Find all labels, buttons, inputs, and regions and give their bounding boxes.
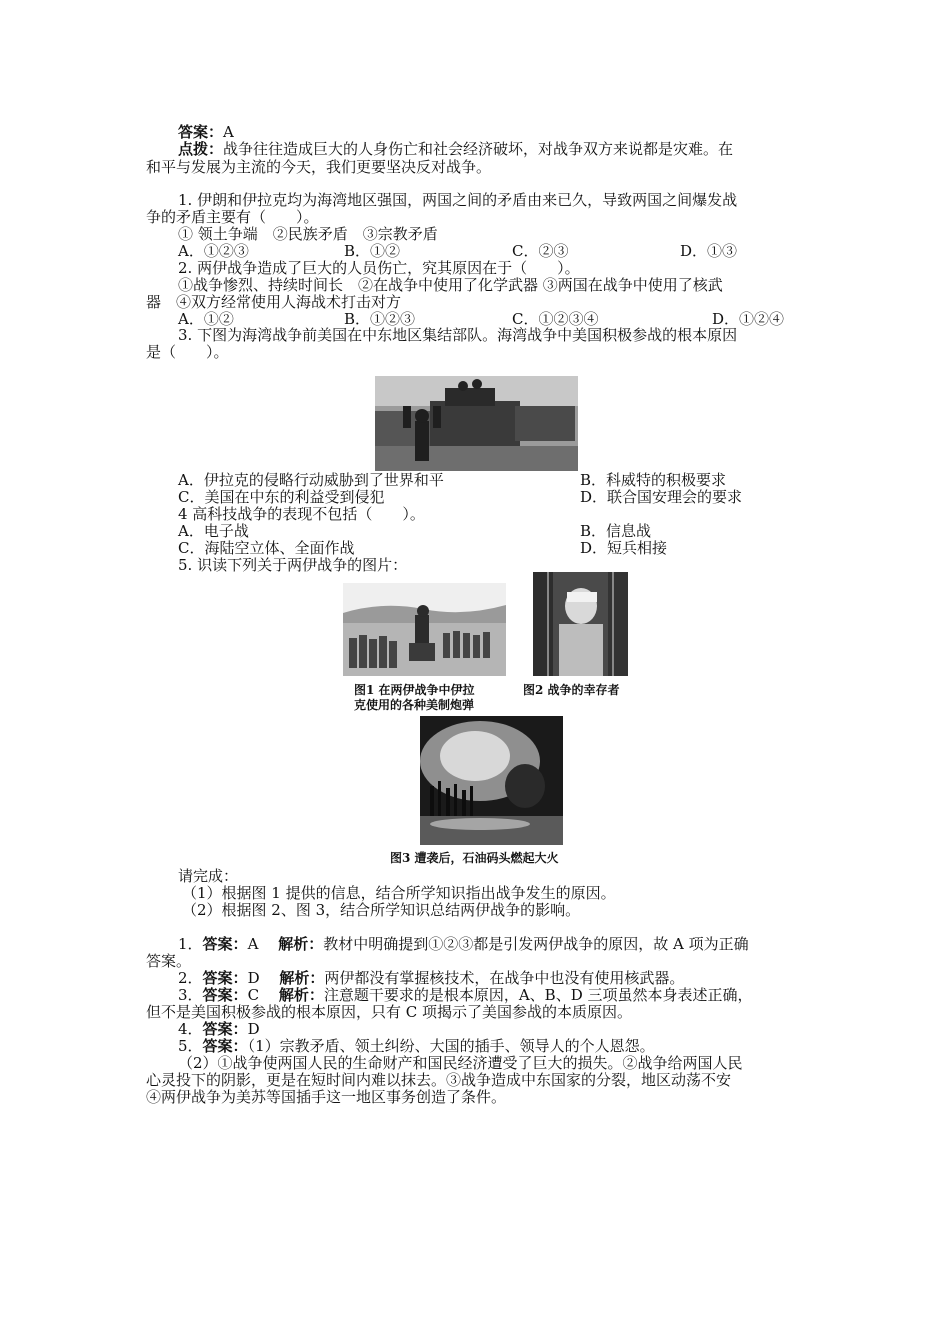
answer-5-line-4: ④两伊战争为美苏等国插手这一地区事务创造了条件。 [146,1088,507,1106]
answer-5-num: 5． [178,1037,203,1055]
answer-3-expl: 注意题干要求的是根本原因，A、B、D 三项虽然本身表述正确， [323,986,753,1004]
answer-2-value: D [247,969,275,987]
answer-1-line-1 [178,936,749,953]
answer-5-text-1: （1）宗教矛盾、领土纠纷、大国的插手、领导人的个人恩怨。 [247,1037,655,1055]
answer-3-value: C [247,986,275,1004]
q3-option-c: C．美国在中东的利益受到侵犯 [178,488,385,506]
q4-stem: 4 高科技战争的表现不包括（ ）。 [178,505,425,523]
answer-1-expl: 教材中明确提到①②③都是引发两伊战争的原因，故 A 项为正确 [323,935,749,953]
q2-stem-3: 器 ④双方经常使用人海战术打击对方 [146,293,402,311]
intro-hint-line-1 [178,141,733,158]
answer-4-num: 4． [178,1020,203,1038]
answer-1-label: 答案： [202,935,248,953]
answer-2-label: 答案： [202,969,248,987]
answer-4-value: D [247,1020,260,1038]
q2-stem-1: 2. 两伊战争造成了巨大的人员伤亡，究其原因在于（ ）。 [178,259,580,277]
answer-2-num: 2． [178,969,203,987]
answer-5-line-1 [178,1038,655,1055]
fig2-caption: 图2 战争的幸存者 [523,683,620,697]
q3-option-a: A．伊拉克的侵略行动威胁到了世界和平 [178,471,444,489]
hint-label: 点拨： [178,140,224,158]
answer-2-line [178,970,684,987]
answer-3-label: 答案： [202,986,248,1004]
intro-answer-line [178,124,234,141]
answer-3-num: 3． [178,986,203,1004]
answer-1-value: A [247,935,274,953]
q5-prompt: 请完成： [178,867,239,885]
q1-stem-2: 争的矛盾主要有（ ）。 [146,208,319,226]
answer-1-num: 1． [178,935,203,953]
fig1-caption-2: 克使用的各种美制炮弹 [354,698,475,712]
answer-1-line-2: 答案。 [146,952,192,970]
answer-5-line-2: （2）①战争使两国人民的生命财产和国民经济遭受了巨大的损失。②战争给两国人民 [178,1054,743,1072]
fig2-survivor-photo [533,572,628,676]
q1-items: ① 领土争端 ②民族矛盾 ③宗教矛盾 [178,225,438,243]
answer-1-expl-label: 解析： [278,935,324,953]
answer-2-expl-label: 解析： [279,969,325,987]
answer-5-label: 答案： [202,1037,248,1055]
troops-tank-photo [375,376,578,471]
answer-4-label: 答案： [202,1020,248,1038]
q3-option-b: B．科威特的积极要求 [580,471,727,489]
q3-stem-2: 是（ ）。 [146,343,229,361]
answer-4-line [178,1021,260,1038]
answer-2-expl: 两伊都没有掌握核技术，在战争中也没有使用核武器。 [324,969,685,987]
q1-option-a: A．①②③ [178,242,249,260]
q1-option-d: D．①③ [680,242,738,260]
fig3-caption: 图3 遭袭后，石油码头燃起大火 [390,851,559,865]
q3-stem-1: 3. 下图为海湾战争前美国在中东地区集结部队。海湾战争中美国积极参战的根本原因 [178,326,738,344]
q2-option-b: B．①②③ [344,310,416,328]
q5-sub-2: （2）根据图 2、图 3，结合所学知识总结两伊战争的影响。 [182,901,581,919]
q2-option-a: A．①② [178,310,234,328]
fig3-fire-photo [420,716,563,845]
q1-option-c: C．②③ [512,242,569,260]
fig1-shells-photo [343,583,506,676]
fig1-shells-image [343,583,506,676]
fig2-survivor-image [533,572,628,676]
q4-option-b: B．信息战 [580,522,652,540]
q4-option-a: A．电子战 [178,522,249,540]
q1-stem-1: 1. 伊朗和伊拉克均为海湾地区强国，两国之间的矛盾由来已久，导致两国之间爆发战 [178,191,738,209]
intro-hint-line-2: 和平与发展为主流的今天，我们更要坚决反对战争。 [146,158,492,176]
q2-stem-2: ①战争惨烈、持续时间长 ②在战争中使用了化学武器 ③两国在战争中使用了核武 [178,276,723,294]
fig1-caption-1: 图1 在两伊战争中伊拉 [354,683,475,697]
troops-tank-image [375,376,578,471]
answer-3-line-1 [178,987,753,1004]
answer-5-line-3: 心灵投下的阴影，更是在短时间内难以抹去。③战争造成中东国家的分裂，地区动荡不安 [146,1071,732,1089]
answer-value: A [223,123,234,141]
q5-sub-1: （1）根据图 1 提供的信息，结合所学知识指出战争发生的原因。 [182,884,616,902]
q2-option-d: D．①②④ [712,310,785,328]
q1-option-b: B．①② [344,242,401,260]
fig3-fire-image [420,716,563,845]
q4-option-d: D．短兵相接 [580,539,668,557]
answer-3-expl-label: 解析： [278,986,324,1004]
q4-option-c: C．海陆空立体、全面作战 [178,539,355,557]
q2-option-c: C．①②③④ [512,310,599,328]
hint-text-1: 战争往往造成巨大的人身伤亡和社会经济破坏，对战争双方来说都是灾难。在 [223,140,734,158]
q5-stem: 5. 识读下列关于两伊战争的图片： [178,556,408,574]
answer-label: 答案： [178,123,224,141]
q3-option-d: D．联合国安理会的要求 [580,488,743,506]
answer-3-line-2: 但不是美国积极参战的根本原因，只有 C 项揭示了美国参战的本质原因。 [146,1003,633,1021]
